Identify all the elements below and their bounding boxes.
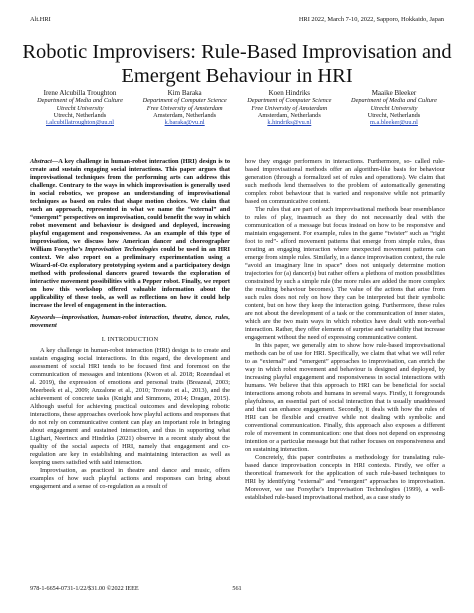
author-org: Utrecht University — [56, 104, 104, 112]
paragraph: how they engage performers in interactions. Furthermore, so- called rule-based improvisational methods offer an algorithm-like basis for behaviour generation (through a formalized set of rules and operations). We claim that such methods lend themselves to the problem of automatically generating complex robot behaviour that is varied and responsive while not primarily based on communicative content. — [245, 158, 445, 205]
header-conference: HRI 2022, March 7-10, 2022, Sapporo, Hokkaido, Japan — [298, 16, 444, 23]
author-email[interactable]: m.a.bleeker@uu.nl — [370, 119, 418, 127]
left-column — [30, 158, 230, 491]
author-1 — [30, 90, 130, 126]
keywords: Keywords—improvisation, human-robot interaction, theatre, dance, rules, movement — [30, 314, 230, 329]
author-location: Utrecht, Netherlands — [367, 111, 421, 119]
author-location: Amsterdam, Netherlands — [257, 111, 321, 119]
abstract-text-2: could be used in an HRI context. We also report on a preliminary experimentation using a Wizard-of-Oz exploratory prototyping system and a participatory design method with professional dancers geared towards the exploration of interactive movement possibilities with a Pepper robot. Finally, we report on how this workshop offered valuable information about the applicability of these tools, as well as reflections on how it could help increase the level of engagement in the interaction. — [30, 246, 230, 309]
author-dept: Department of Computer Science — [247, 97, 332, 105]
author-org: Free University of Amsterdam — [251, 104, 328, 112]
author-4 — [344, 90, 444, 126]
author-email[interactable]: k.baraka@vu.nl — [164, 119, 205, 127]
author-dept: Department of Media and Culture — [351, 97, 437, 105]
paragraph: A key challenge in human-robot interaction (HRI) design is to create and sustain engaging social interactions. In this regard, the development and assessment of social HRI tends to be focused first and foremost on the communication of messages and intentions (Kwon et al. 2018; Rozendaal et al. 2019), the expression of emotions and personal traits (Breazeal, 2003; Meerbeek et al., 2009; Anzalone et al., 2010; Trovato et al., 2013), and the achievement of concrete tasks (Knight and Simmons, 2014; Dragan, 2015). Although useful for achieving practical outcomes and developing robotic interactions, these approaches overlook how playful actions and responses that do not rely on communicative content can play an important role in bringing about engagement and sustained interaction, and thus in supporting what Ligthart, Neerincx and Hindriks (2021) observe in a recent study about the quality of the social aspects of HRI, namely that engagement and co-regulation are key in establishing and maintaining interaction as well as keeping users satisfied with said interaction. — [30, 347, 230, 466]
author-dept: Department of Media and Culture — [37, 97, 123, 105]
section-heading: I. INTRODUCTION — [101, 336, 159, 343]
author-2 — [135, 90, 235, 126]
author-dept: Department of Computer Science — [142, 97, 227, 105]
paragraph: The rules that are part of such improvisational methods bear resemblance to rules of play, inasmuch as they do not necessarily deal with the communication of a message but focus instead on how to be responsive and maintain engagement. For example, rules in the game “twister” such as “right foot to red”- afford movement patterns that emerge from simple rules, thus creating an engaging interaction where unexpected movement patterns can emerge from simple rules. Similarly, in a dance improvisation context, the rule “avoid an imaginary line in space” does not uniquely determine motion trajectories for (a) dancer(s) but rather offers a plethora of motion possibilities constrained by such a simple rule (the more rules are added the more complex the resulting behaviour becomes). The value of the actions that arise from such rules does not rely on how they can be interpreted but their symbolic content, but on how they keep the interaction going. Furthermore, these rules are not about the development of a task or the communication of inner states, which are the two main ways in which robotics have dealt with non-verbal interaction. Rather, they offer elements of surprise and variability that increase engagement without the need of expressing communicative content. — [245, 206, 445, 341]
author-name: Koen Hindriks — [268, 89, 311, 97]
footer-copyright: 978-1-6654-0731-1/22/$31.00 ©2022 IEEE — [30, 585, 139, 592]
author-org: Free University of Amsterdam — [146, 104, 223, 112]
author-location: Amsterdam, Netherlands — [153, 111, 217, 119]
header-venue: Alt.HRI — [30, 16, 51, 23]
abstract-italic: Improvisation Technologies — [84, 246, 159, 253]
running-header — [30, 16, 444, 28]
abstract-text: —A key challenge in human-robot interaction (HRI) design is to create and sustain engaging social interactions. This paper argues that improvisational techniques from the performing arts can address this challenge. Contrary to the ways in which improvisation is generally used in social robotics, we propose an understanding of improvisational techniques as based on rules that shape motion choices. We claim that such an approach, represented in what we name the “external” and “emergent” perspectives on improvisation, could benefit the way in which robot movement and behaviour is designed and deployed, increasing playful engagement and responsiveness. As an example of this type of improvisation, we discuss how American dancer and choreographer William Forsythe’s — [30, 158, 230, 253]
abstract-lead: Abstract — [30, 158, 52, 165]
page-number: 561 — [232, 585, 242, 592]
author-email[interactable]: i.alcubillatroughton@uu.nl — [45, 119, 115, 127]
right-column — [245, 158, 445, 502]
paragraph: In this paper, we generally aim to show how rule-based improvisational methods can be of use for HRI. Specifically, we claim that what we will refer to as “external” and “emergent” approaches to improvisation, can enrich the way in which robot movement and behaviour is designed and deployed, by increasing playful engagement and responsiveness in social interactions with humans. We believe that this approach to HRI can be beneficial for social interactions among robots and humans in several ways. Firstly, it foregrounds playfulness, an essential part of social interaction that is usually unaddressed and that can enhance engagement. Secondly, it deals with how the rules of HRI can be flexible and creative while not dealing with symbolic and conventional communication. Finally, this approach also exposes a different role of movement in communication: one that does not depend on expressing intention or a particular message but that rather focuses on responsiveness and on sustaining interaction. — [245, 342, 445, 453]
author-name: Irene Alcubilla Troughton — [43, 89, 117, 97]
page-footer — [30, 585, 444, 595]
paragraph: Concretely, this paper contributes a methodology for translating rule-based dance improvisation concepts in HRI contexts. Firstly, we offer a theoretical framework for the application of such rule-based techniques to HRI by identifying “external” and “emergent” approaches to improvisation. Moreover, we use Forsythe’s Improvisation Technologies (1999), a well-established rule-based improvisational method, as a case study to — [245, 454, 445, 501]
author-email[interactable]: k.hindriks@vu.nl — [267, 119, 312, 127]
author-name: Kim Baraka — [167, 89, 202, 97]
author-block — [30, 90, 444, 126]
author-3 — [239, 90, 339, 126]
abstract — [30, 158, 230, 310]
author-org: Utrecht University — [370, 104, 418, 112]
author-location: Utrecht, Netherlands — [53, 111, 107, 119]
author-name: Maaike Bleeker — [371, 89, 417, 97]
paper-title: Robotic Improvisers: Rule-Based Improvisation and Emergent Behaviour in HRI — [22, 41, 452, 87]
paragraph: Improvisation, as practiced in theatre and dance and music, offers examples of how such playful actions and responses can bring about engagement and a sense of co-regulation as a result of — [30, 467, 230, 490]
